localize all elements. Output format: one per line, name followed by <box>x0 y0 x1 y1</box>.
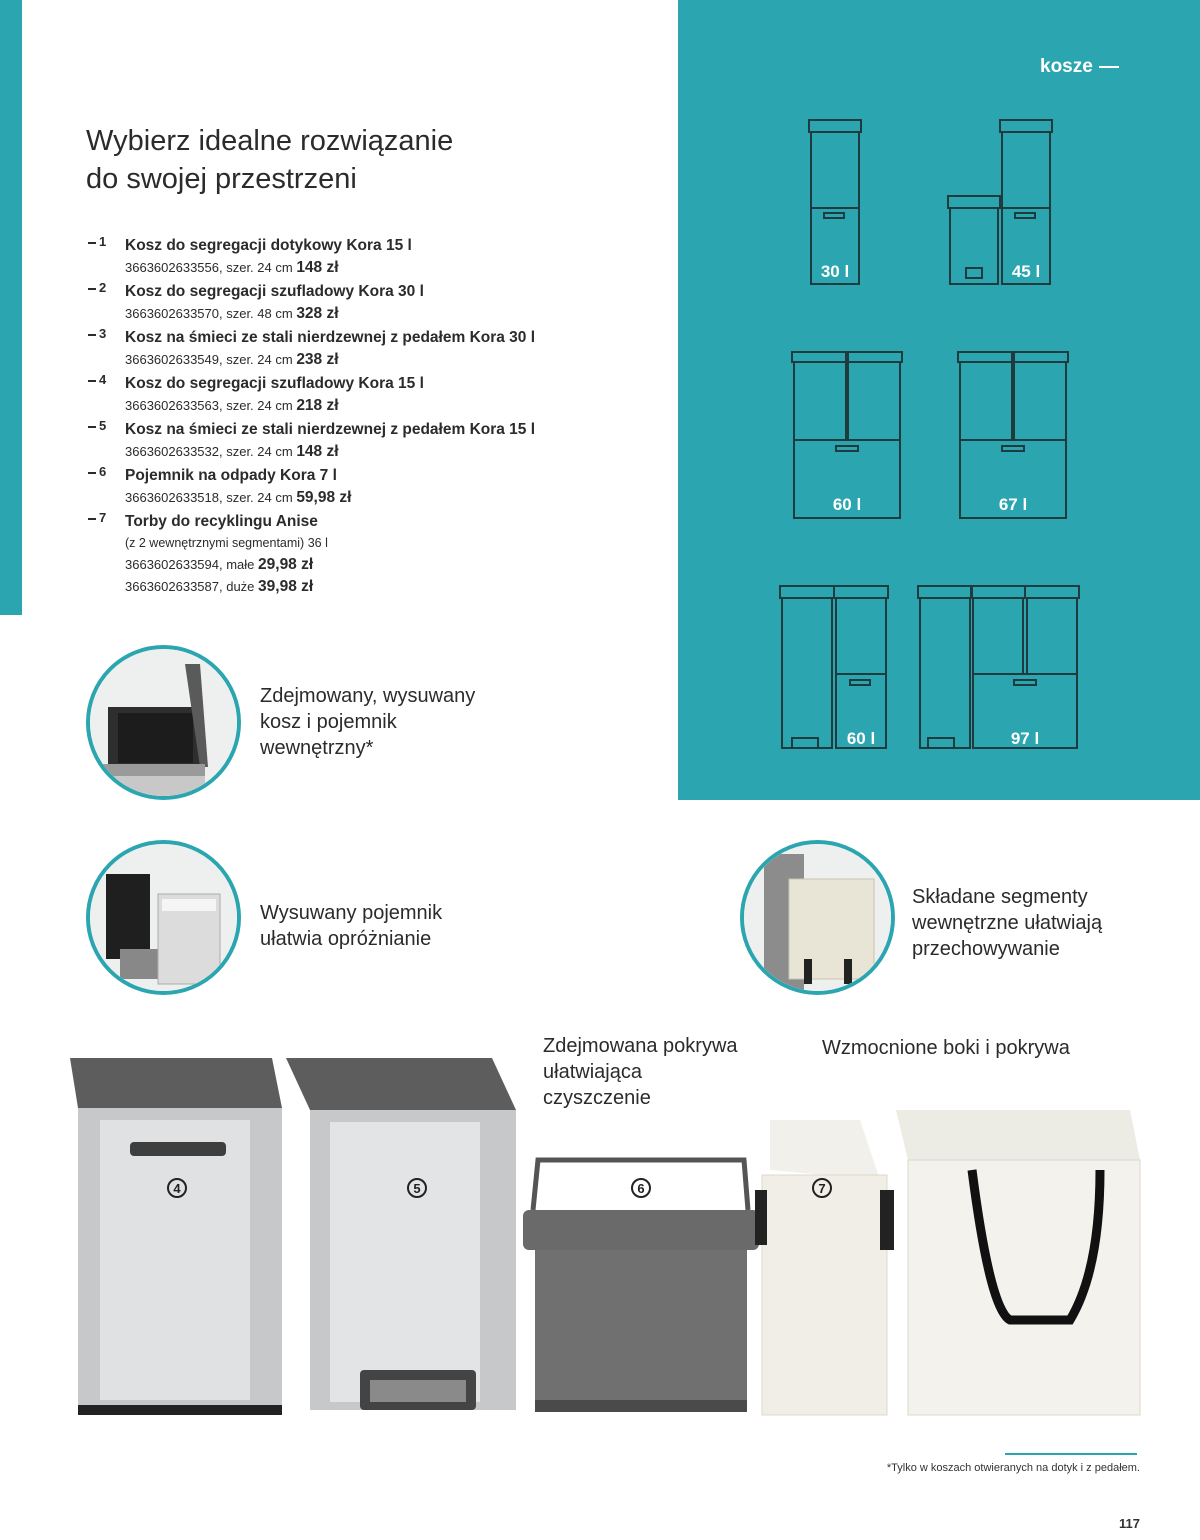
product-item: 6 Pojemnik na odpady Kora 7 l 3663602633518, szer. 24 cm 59,98 zł <box>88 464 648 509</box>
product-photos <box>60 1050 1150 1430</box>
capacity-label: 97 l <box>1010 729 1040 748</box>
product-list <box>88 234 648 599</box>
badge-6: 6 <box>631 1178 651 1198</box>
pullout-container-photo <box>86 840 241 995</box>
bin-diagram-60l-b <box>780 586 888 748</box>
badge-4: 4 <box>167 1178 187 1198</box>
bin-diagram-30l <box>809 120 861 284</box>
bin-diagram-97l <box>918 586 1079 748</box>
removable-bin-photo <box>86 645 241 800</box>
product-item: 1 Kosz do segregacji dotykowy Kora 15 l 3663602633556, szer. 24 cm 148 zł <box>88 234 648 279</box>
footnote-rule <box>1005 1453 1137 1455</box>
badge-7: 7 <box>812 1178 832 1198</box>
capacity-label: 67 l <box>998 495 1028 514</box>
bag-7-small-illustration <box>755 1120 894 1415</box>
feature-pullout-text: Wysuwany pojemnik ułatwia opróżnianie <box>260 902 443 950</box>
capacity-diagrams <box>678 0 1200 800</box>
page-headline: Wybierz idealne rozwiązanie do swojej przestrzeni <box>86 125 454 195</box>
caption-removable-lid: Zdejmowana pokrywa ułatwiająca czyszczenie <box>543 1035 738 1109</box>
caption-reinforced: Wzmocnione boki i pokrywa <box>822 1037 1070 1059</box>
capacity-label: 60 l <box>846 729 876 748</box>
side-accent-bar <box>0 0 22 615</box>
bag-7-large-illustration <box>896 1110 1140 1415</box>
bin-5-illustration <box>286 1058 516 1410</box>
bin-4-illustration <box>70 1058 282 1415</box>
bin-diagram-45l <box>948 120 1052 284</box>
product-item: 4 Kosz do segregacji szufladowy Kora 15 l 3663602633563, szer. 24 cm 218 zł <box>88 372 648 417</box>
product-item: 3 Kosz na śmieci ze stali nierdzewnej z pedałem Kora 30 l 3663602633549, szer. 24 cm 238 zł <box>88 326 648 371</box>
product-item: 2 Kosz do segregacji szufladowy Kora 30 l 3663602633570, szer. 48 cm 328 zł <box>88 280 648 325</box>
section-tag: kosze <box>1040 56 1119 78</box>
capacity-label: 30 l <box>820 262 850 281</box>
product-item: 7 Torby do recyklingu Anise (z 2 wewnętrznymi segmentami) 36 l 3663602633594, małe 29,98 zł 3663602633587, duże 39,98 zł <box>88 510 648 598</box>
page-number: 117 <box>1119 1516 1140 1531</box>
feature-removable-text: Zdejmowany, wysuwany kosz i pojemnik wewnętrzny* <box>260 685 476 759</box>
bin-diagram-60l-a <box>792 352 902 518</box>
footnote: *Tylko w koszach otwieranych na dotyk i z pedałem. <box>886 1462 1140 1474</box>
badge-5: 5 <box>407 1178 427 1198</box>
folding-segments-photo <box>740 840 895 995</box>
feature-folding-text: Składane segmenty wewnętrzne ułatwiają przechowywanie <box>912 886 1103 960</box>
capacity-label: 45 l <box>1011 262 1041 281</box>
capacity-label: 60 l <box>832 495 862 514</box>
product-item: 5 Kosz na śmieci ze stali nierdzewnej z pedałem Kora 15 l 3663602633532, szer. 24 cm 148 zł <box>88 418 648 463</box>
bin-diagram-67l <box>958 352 1068 518</box>
